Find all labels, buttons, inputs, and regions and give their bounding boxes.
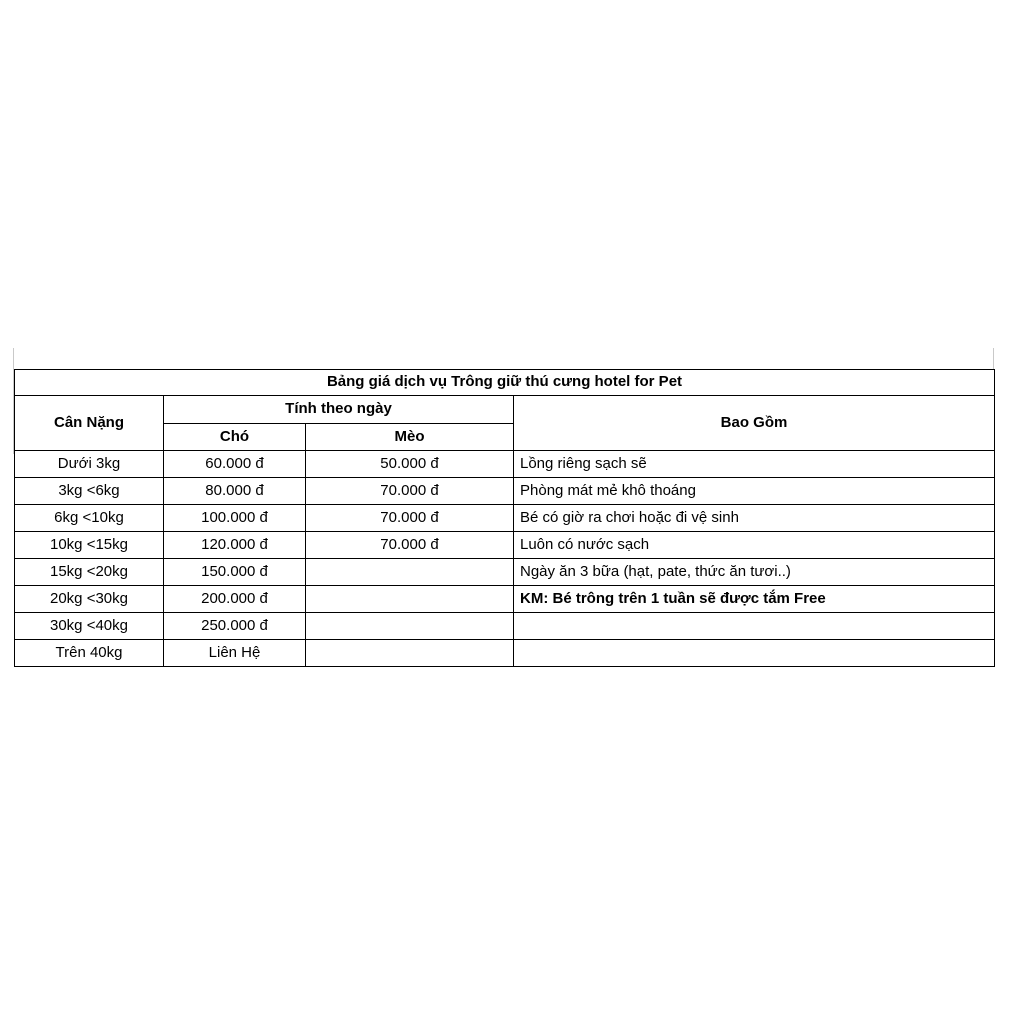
weight-cell: 3kg <6kg [15, 478, 164, 505]
header-per-day: Tính theo ngày [164, 396, 514, 424]
table-row [15, 586, 995, 613]
note-cell: Lồng riêng sạch sẽ [514, 451, 995, 478]
table-row [15, 451, 995, 478]
cat-price-cell [306, 640, 514, 667]
weight-cell: Dưới 3kg [15, 451, 164, 478]
cat-price-cell: 70.000 đ [306, 532, 514, 559]
cat-price-cell: 50.000 đ [306, 451, 514, 478]
dog-price-cell: Liên Hệ [164, 640, 306, 667]
dog-price-cell: 100.000 đ [164, 505, 306, 532]
table-row [15, 532, 995, 559]
dog-price-cell: 120.000 đ [164, 532, 306, 559]
note-cell: Luôn có nước sạch [514, 532, 995, 559]
table-row [15, 613, 995, 640]
cat-price-cell: 70.000 đ [306, 505, 514, 532]
cat-price-cell [306, 613, 514, 640]
cat-price-cell [306, 559, 514, 586]
dog-price-cell: 60.000 đ [164, 451, 306, 478]
header-weight: Cân Nặng [15, 396, 164, 451]
table-row [15, 478, 995, 505]
table-row [15, 505, 995, 532]
weight-cell: 20kg <30kg [15, 586, 164, 613]
weight-cell: 30kg <40kg [15, 613, 164, 640]
table-title-row [15, 370, 995, 396]
header-dog: Chó [164, 424, 306, 451]
cat-price-cell: 70.000 đ [306, 478, 514, 505]
dog-price-cell: 150.000 đ [164, 559, 306, 586]
table-row [15, 640, 995, 667]
table-title: Bảng giá dịch vụ Trông giữ thú cưng hotel for Pet [15, 370, 995, 396]
price-table-container [14, 369, 994, 667]
header-cat: Mèo [306, 424, 514, 451]
weight-cell: 10kg <15kg [15, 532, 164, 559]
note-cell-promo: KM: Bé trông trên 1 tuần sẽ được tắm Free [514, 586, 995, 613]
note-cell: Ngày ăn 3 bữa (hạt, pate, thức ăn tươi..) [514, 559, 995, 586]
dog-price-cell: 80.000 đ [164, 478, 306, 505]
dog-price-cell: 250.000 đ [164, 613, 306, 640]
header-includes: Bao Gồm [514, 396, 995, 451]
weight-cell: 15kg <20kg [15, 559, 164, 586]
cat-price-cell [306, 586, 514, 613]
gridline-stub-right [993, 348, 994, 370]
note-cell: Phòng mát mẻ khô thoáng [514, 478, 995, 505]
table-row [15, 559, 995, 586]
header-row-1 [15, 396, 995, 424]
note-cell [514, 613, 995, 640]
weight-cell: Trên 40kg [15, 640, 164, 667]
note-cell: Bé có giờ ra chơi hoặc đi vệ sinh [514, 505, 995, 532]
price-table [14, 369, 995, 667]
dog-price-cell: 200.000 đ [164, 586, 306, 613]
weight-cell: 6kg <10kg [15, 505, 164, 532]
note-cell [514, 640, 995, 667]
